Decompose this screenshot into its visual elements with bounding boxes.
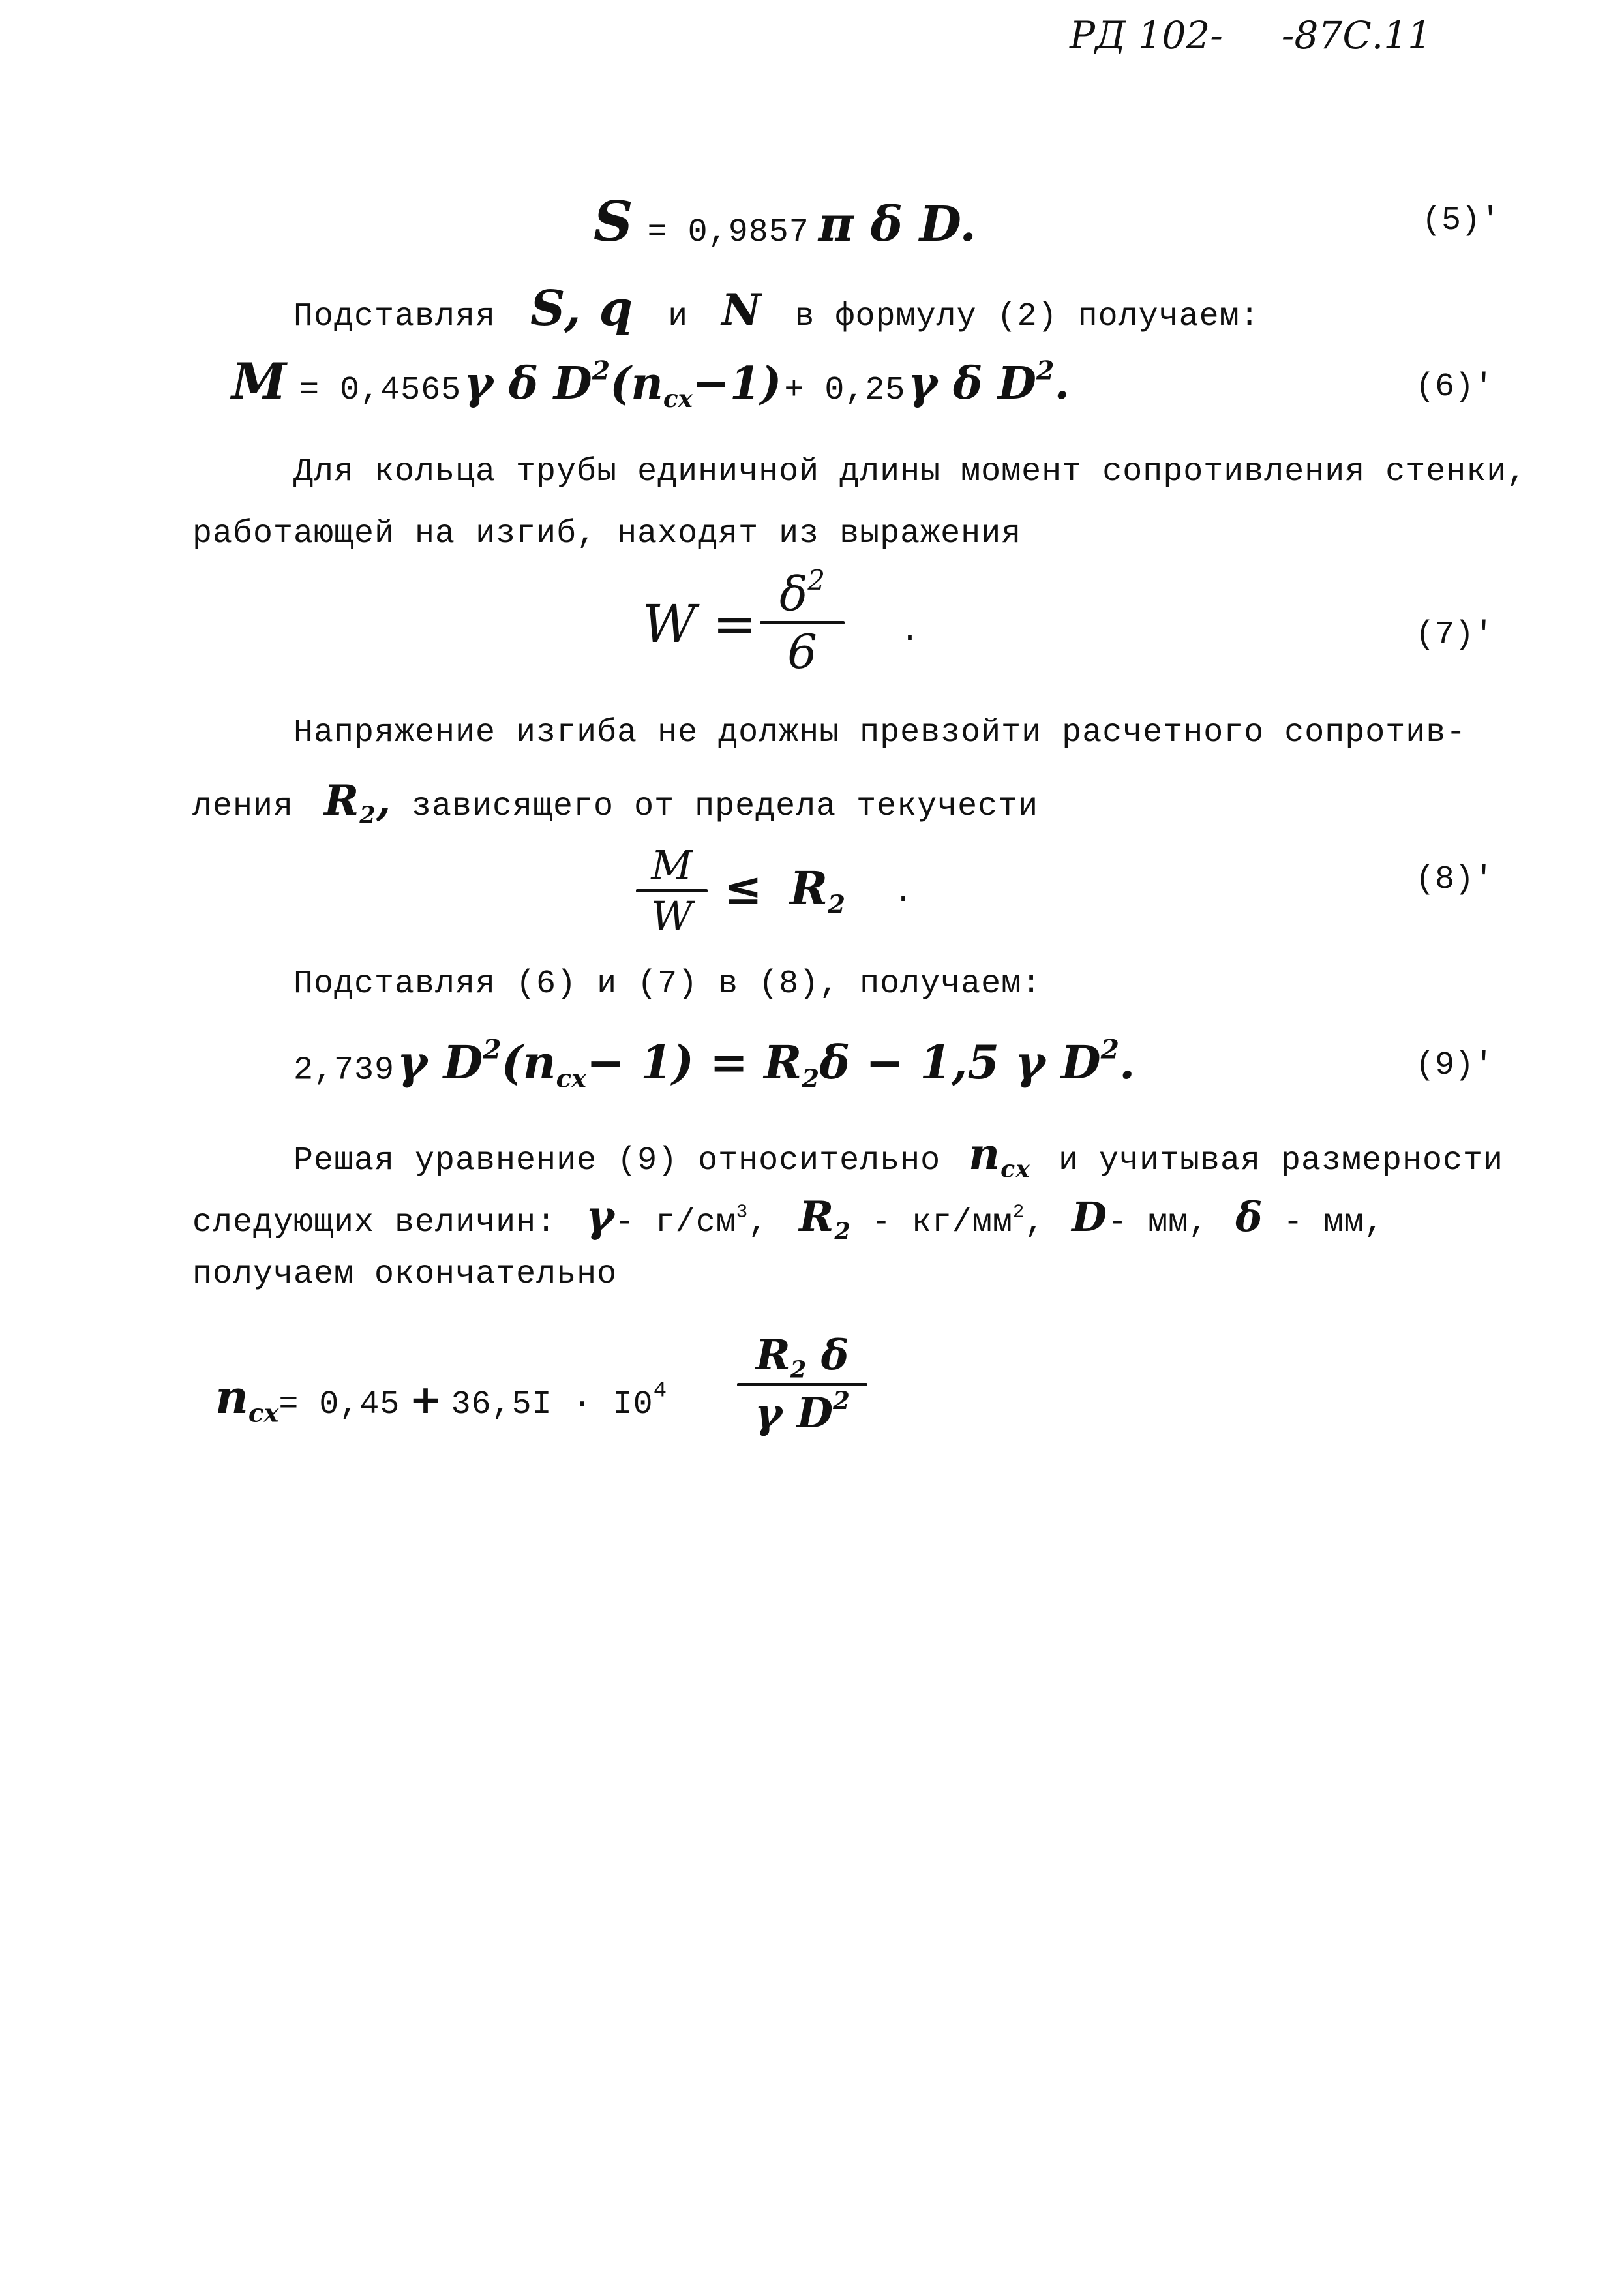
final-formula-fraction: $R_2$ δ γ $D^2$ (737, 1331, 867, 1438)
equation-number-8: (8)′ (1415, 861, 1494, 898)
equation-7-lhs: W = (642, 594, 757, 654)
doc-code-header: РД 102- -87С.11 (1070, 13, 1432, 57)
paragraph-1-line-2: работающей на изгиб, находят из выражения (192, 515, 1022, 553)
equation-8-fraction: M W (636, 842, 708, 940)
paragraph-2-line-1: Напряжение изгиба не должны превзойти расчетного сопротив- (293, 714, 1467, 752)
equation-7-fraction: $\delta^2$ 6 (760, 564, 845, 679)
paragraph-1-line-1: Для кольца трубы единичной длины момент сопротивления стенки, (293, 453, 1527, 491)
equation-8-dot: . (894, 874, 914, 911)
text-line-substitute-1: Подставляя S, q и N в формулу (2) получаем: (293, 281, 1260, 337)
paragraph-3-line-3: получаем окончательно (192, 1256, 618, 1293)
equation-6: M = 0,4565 γ δ $D^2(n_{cx}-1) + 0,25$ γ δ $D^2$. (232, 352, 1070, 414)
equation-7-dot: . (900, 613, 921, 650)
final-formula: $n_{cx}= 0,45 + 36,5I \cdot I0^4$ (215, 1370, 668, 1429)
equation-5: S = 0,9857 π δ D. (594, 189, 977, 254)
paragraph-3-line-2: следующих величин: γ- $г/см^3$, $R_2 - кг/мм^2$, D- мм, δ - мм, (192, 1191, 1385, 1245)
equation-8-rhs: ≤ $R_2$ (724, 861, 846, 920)
paragraph-2-line-2: ления $R_2$, зависящего от предела текучести (192, 776, 1039, 829)
equation-number-6: (6)′ (1415, 369, 1494, 406)
equation-9: 2,739 γ $D^2(n_{cx}- 1) = R_2\delta - 1,5$ γ $D^2$. (293, 1034, 1135, 1094)
equation-number-7: (7)′ (1415, 616, 1494, 654)
equation-number-5: (5)′ (1422, 202, 1501, 239)
paragraph-3-line-1: Решая уравнение (9) относительно $n_{cx}$ и учитывая размерности (293, 1129, 1504, 1183)
equation-number-9: (9)′ (1415, 1047, 1494, 1084)
text-line-substitute-2: Подставляя (6) и (7) в (8), получаем: (293, 965, 1042, 1003)
